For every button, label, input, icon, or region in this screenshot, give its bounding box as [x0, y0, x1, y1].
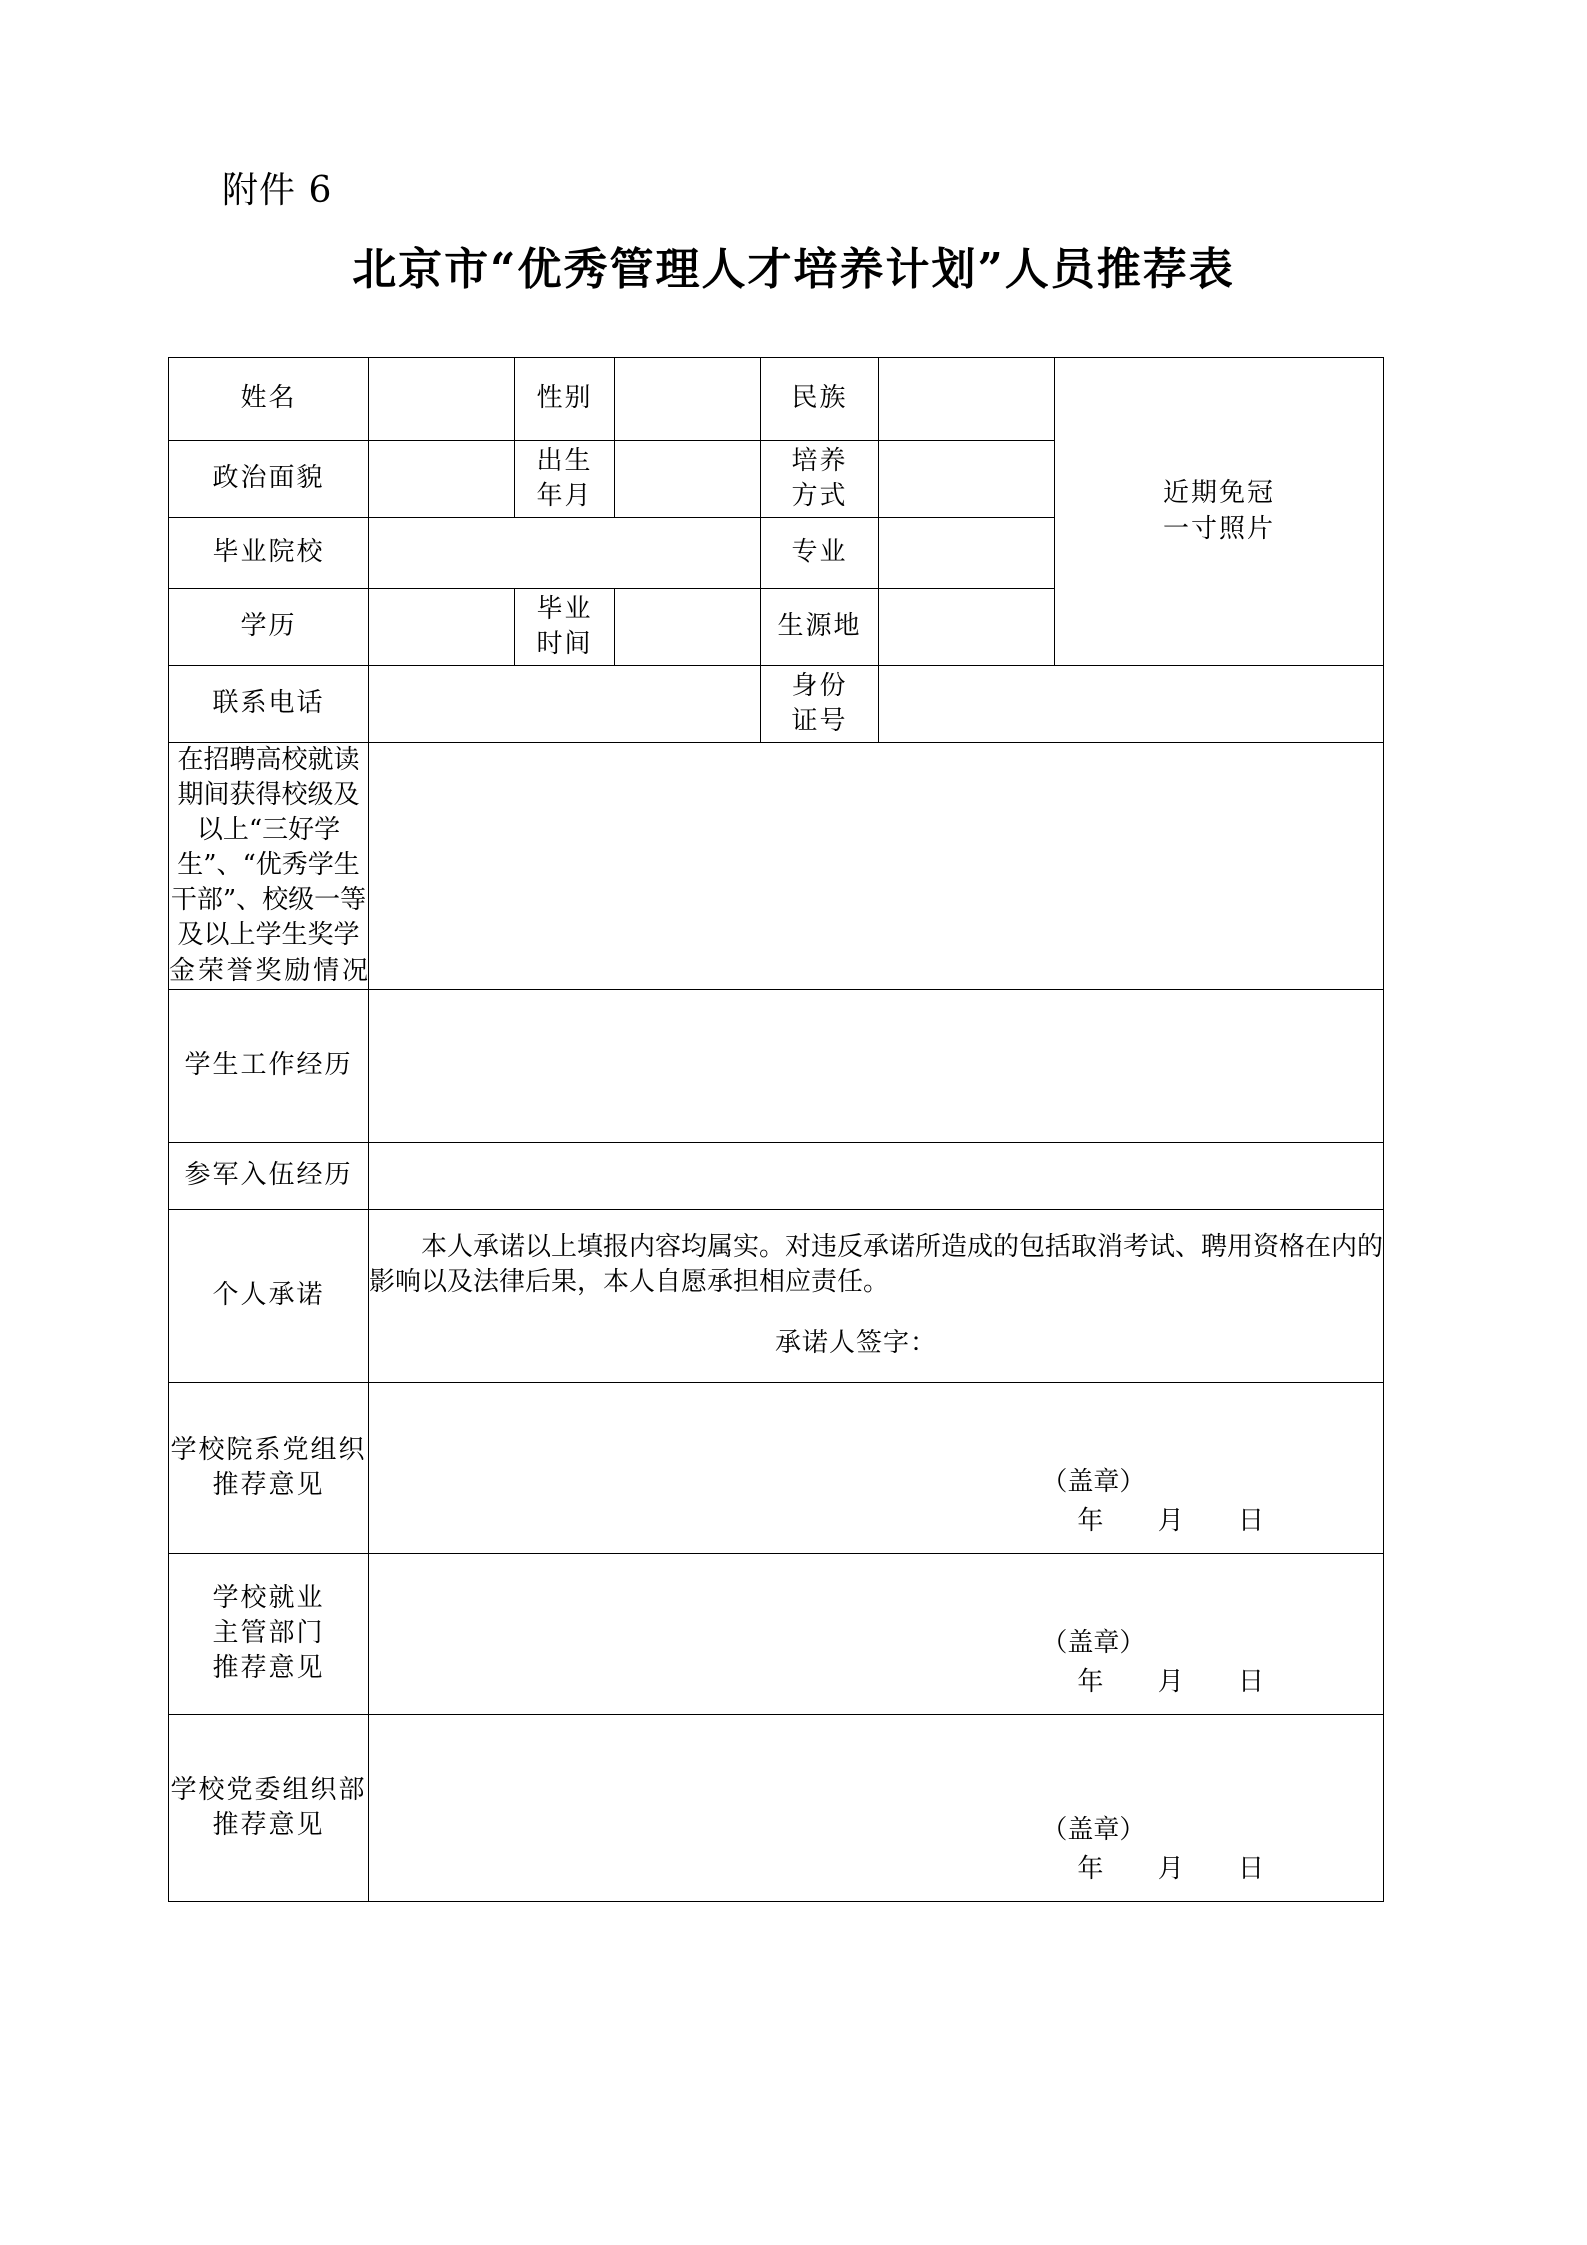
- label-graduation-time-line2: 时间: [536, 629, 593, 659]
- label-party-committee-opinion: [169, 1714, 369, 1901]
- field-gender[interactable]: [615, 358, 761, 441]
- label-party-committee-opinion-line1: 学校党委组织部: [170, 1774, 367, 1805]
- label-employment-dept-opinion-line2: 主管部门: [212, 1618, 325, 1649]
- label-origin-place: 生源地: [761, 589, 879, 666]
- label-training-mode-line1: 培养: [791, 445, 848, 476]
- photo-label-line2: 一寸照片: [1162, 513, 1275, 544]
- seal-block-party-committee: [1041, 1811, 1287, 1889]
- seal-block-employment-dept: [1041, 1624, 1287, 1702]
- field-major[interactable]: [879, 518, 1055, 589]
- label-id-number-line1: 身份: [791, 670, 848, 701]
- field-graduate-school[interactable]: [369, 518, 761, 589]
- label-awards: 在招聘高校就读期间获得校级及以上“三好学生”、“优秀学生干部”、校级一等及以上学生奖学金荣誉奖励情况: [169, 743, 369, 990]
- table-row-employment-dept-opinion: [169, 1553, 1384, 1714]
- label-dept-party-opinion-line2: 推荐意见: [212, 1469, 325, 1500]
- label-id-number-line2: 证号: [791, 706, 848, 736]
- label-personal-commitment: 个人承诺: [169, 1209, 369, 1382]
- field-military-service[interactable]: [369, 1142, 1384, 1209]
- label-employment-dept-opinion-line3: 推荐意见: [212, 1653, 325, 1684]
- label-dept-party-opinion: [169, 1382, 369, 1553]
- seal-month-label: 月: [1157, 1666, 1185, 1697]
- field-party-committee-opinion[interactable]: [369, 1714, 1384, 1901]
- label-education: 学历: [169, 589, 369, 666]
- label-phone: 联系电话: [169, 666, 369, 743]
- label-employment-dept-opinion: [169, 1553, 369, 1714]
- table-row-student-work: [169, 989, 1384, 1142]
- table-row-military-service: [169, 1142, 1384, 1209]
- table-row-dept-party-opinion: [169, 1382, 1384, 1553]
- label-training-mode-line2: 方式: [791, 481, 848, 511]
- label-ethnicity: 民族: [761, 358, 879, 441]
- commitment-text-cell: [369, 1209, 1384, 1382]
- page-title: 北京市“优秀管理人才培养计划”人员推荐表: [352, 244, 1235, 295]
- label-graduate-school: 毕业院校: [169, 518, 369, 589]
- seal-year-label: 年: [1077, 1505, 1105, 1536]
- recommendation-form-table: [168, 357, 1384, 1902]
- field-name[interactable]: [369, 358, 515, 441]
- seal-year-label: 年: [1077, 1666, 1105, 1697]
- seal-date-line: [1041, 1663, 1287, 1702]
- field-dept-party-opinion[interactable]: [369, 1382, 1384, 1553]
- label-party-committee-opinion-line2: 推荐意见: [212, 1809, 325, 1840]
- label-military-service: 参军入伍经历: [169, 1142, 369, 1209]
- label-major: 专业: [761, 518, 879, 589]
- label-dept-party-opinion-line1: 学校院系党组织: [170, 1434, 367, 1465]
- seal-month-label: 月: [1157, 1853, 1185, 1884]
- label-student-work-experience: 学生工作经历: [169, 989, 369, 1142]
- seal-day-label: 日: [1237, 1853, 1265, 1884]
- seal-stamp-label: （盖章）: [1041, 1466, 1146, 1497]
- field-graduation-time[interactable]: [615, 589, 761, 666]
- field-origin-place[interactable]: [879, 589, 1055, 666]
- commitment-text: 本人承诺以上填报内容均属实。对违反承诺所造成的包括取消考试、聘用资格在内的影响以及法律后果，本人自愿承担相应责任。: [369, 1232, 1384, 1298]
- field-political-status[interactable]: [369, 441, 515, 518]
- photo-label-line1: 近期免冠: [1162, 478, 1275, 509]
- seal-date-line: [1041, 1502, 1287, 1541]
- label-gender: 性别: [515, 358, 615, 441]
- field-education[interactable]: [369, 589, 515, 666]
- label-birth-date: [515, 441, 615, 518]
- field-phone[interactable]: [369, 666, 761, 743]
- field-id-number[interactable]: [879, 666, 1384, 743]
- field-employment-dept-opinion[interactable]: [369, 1553, 1384, 1714]
- table-row-basic-5: [169, 666, 1384, 743]
- seal-stamp-label: （盖章）: [1041, 1814, 1146, 1845]
- seal-block-dept-party: [1041, 1463, 1287, 1541]
- field-training-mode[interactable]: [879, 441, 1055, 518]
- table-row-party-committee-opinion: [169, 1714, 1384, 1901]
- field-student-work-experience[interactable]: [369, 989, 1384, 1142]
- label-name: 姓名: [169, 358, 369, 441]
- seal-year-label: 年: [1077, 1853, 1105, 1884]
- field-awards[interactable]: [369, 743, 1384, 990]
- table-row-awards: [169, 743, 1384, 990]
- label-training-mode: [761, 441, 879, 518]
- attachment-label: 附件 6: [222, 170, 333, 211]
- seal-stamp-label: （盖章）: [1041, 1627, 1146, 1658]
- photo-placeholder-cell: [1055, 358, 1384, 666]
- label-graduation-time: [515, 589, 615, 666]
- seal-month-label: 月: [1157, 1505, 1185, 1536]
- seal-day-label: 日: [1237, 1666, 1265, 1697]
- label-birth-date-line2: 年月: [536, 481, 593, 511]
- field-birth-date[interactable]: [615, 441, 761, 518]
- field-ethnicity[interactable]: [879, 358, 1055, 441]
- commitment-signature-label[interactable]: 承诺人签字：: [774, 1328, 937, 1359]
- table-row-basic-1: [169, 358, 1384, 441]
- seal-date-line: [1041, 1850, 1287, 1889]
- label-birth-date-line1: 出生: [536, 445, 593, 476]
- label-employment-dept-opinion-line1: 学校就业: [212, 1583, 325, 1614]
- label-id-number: [761, 666, 879, 743]
- label-political-status: 政治面貌: [169, 441, 369, 518]
- table-row-personal-commitment: [169, 1209, 1384, 1382]
- label-graduation-time-line1: 毕业: [536, 593, 593, 624]
- seal-day-label: 日: [1237, 1505, 1265, 1536]
